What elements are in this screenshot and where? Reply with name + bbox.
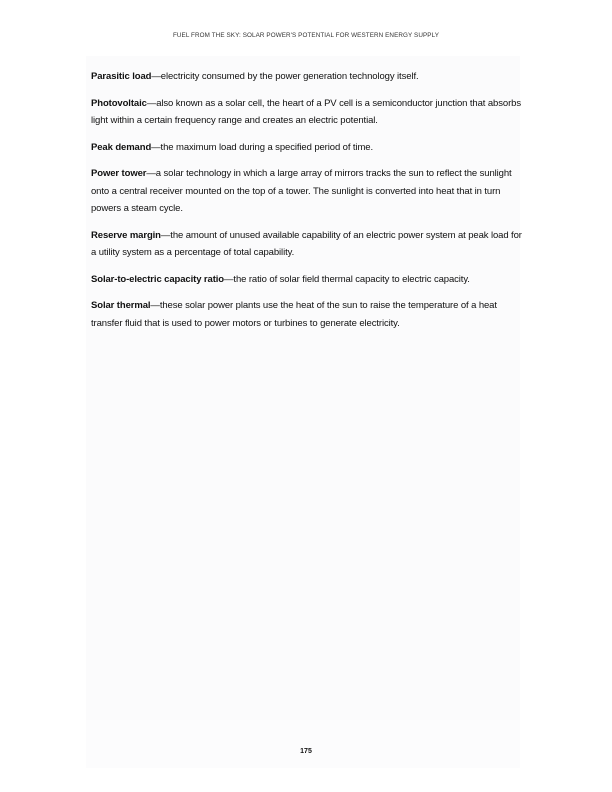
glossary-entry-photovoltaic [91,95,523,130]
glossary-term: Power tower [91,168,147,179]
glossary-term: Solar-to-electric capacity ratio [91,273,225,285]
glossary-term: Parasitic load [91,71,152,82]
glossary-entry-reserve-margin [91,227,523,262]
glossary-entry-power-tower [91,165,523,218]
glossary-entry-parasitic-load [91,68,523,86]
glossary-entry-solar-thermal [91,297,523,332]
glossary-entry-solar-to-electric-capacity-ratio [91,271,523,289]
page-number: 175 [300,748,312,755]
glossary-definition: —the maximum load during a specified period of time. [151,141,374,153]
glossary-entry-peak-demand [91,139,523,157]
glossary-definition: —a solar technology in which a large array of mirrors tracks the sun to reflect the sunlight onto a central receiver mounted on the top of a tower. The sunlight is converted into heat that in turn powers a steam cycle. [91,168,512,214]
glossary-definition: —also known as a solar cell, the heart of a PV cell is a semiconductor junction that absorbs light within a certain frequency range and creates an electric potential. [91,97,521,126]
glossary-term: Reserve margin [91,229,161,241]
footer-band [86,720,520,768]
running-header: FUEL FROM THE SKY: SOLAR POWER'S POTENTIAL FOR WESTERN ENERGY SUPPLY [172,32,440,39]
glossary-definition: —electricity consumed by the power generation technology itself. [151,71,419,82]
glossary-term: Peak demand [91,141,152,153]
glossary-definition: —the ratio of solar field thermal capacity to electric capacity. [224,273,470,285]
glossary-list [91,68,523,341]
glossary-term: Solar thermal [91,300,151,311]
glossary-term: Photovoltaic [91,97,147,109]
glossary-definition: —these solar power plants use the heat of the sun to raise the temperature of a heat transfer fluid that is used to power motors or turbines to generate electricity. [91,300,497,329]
glossary-definition: —the amount of unused available capability of an electric power system at peak load for a utility system as a percentage of total capability. [91,229,522,258]
